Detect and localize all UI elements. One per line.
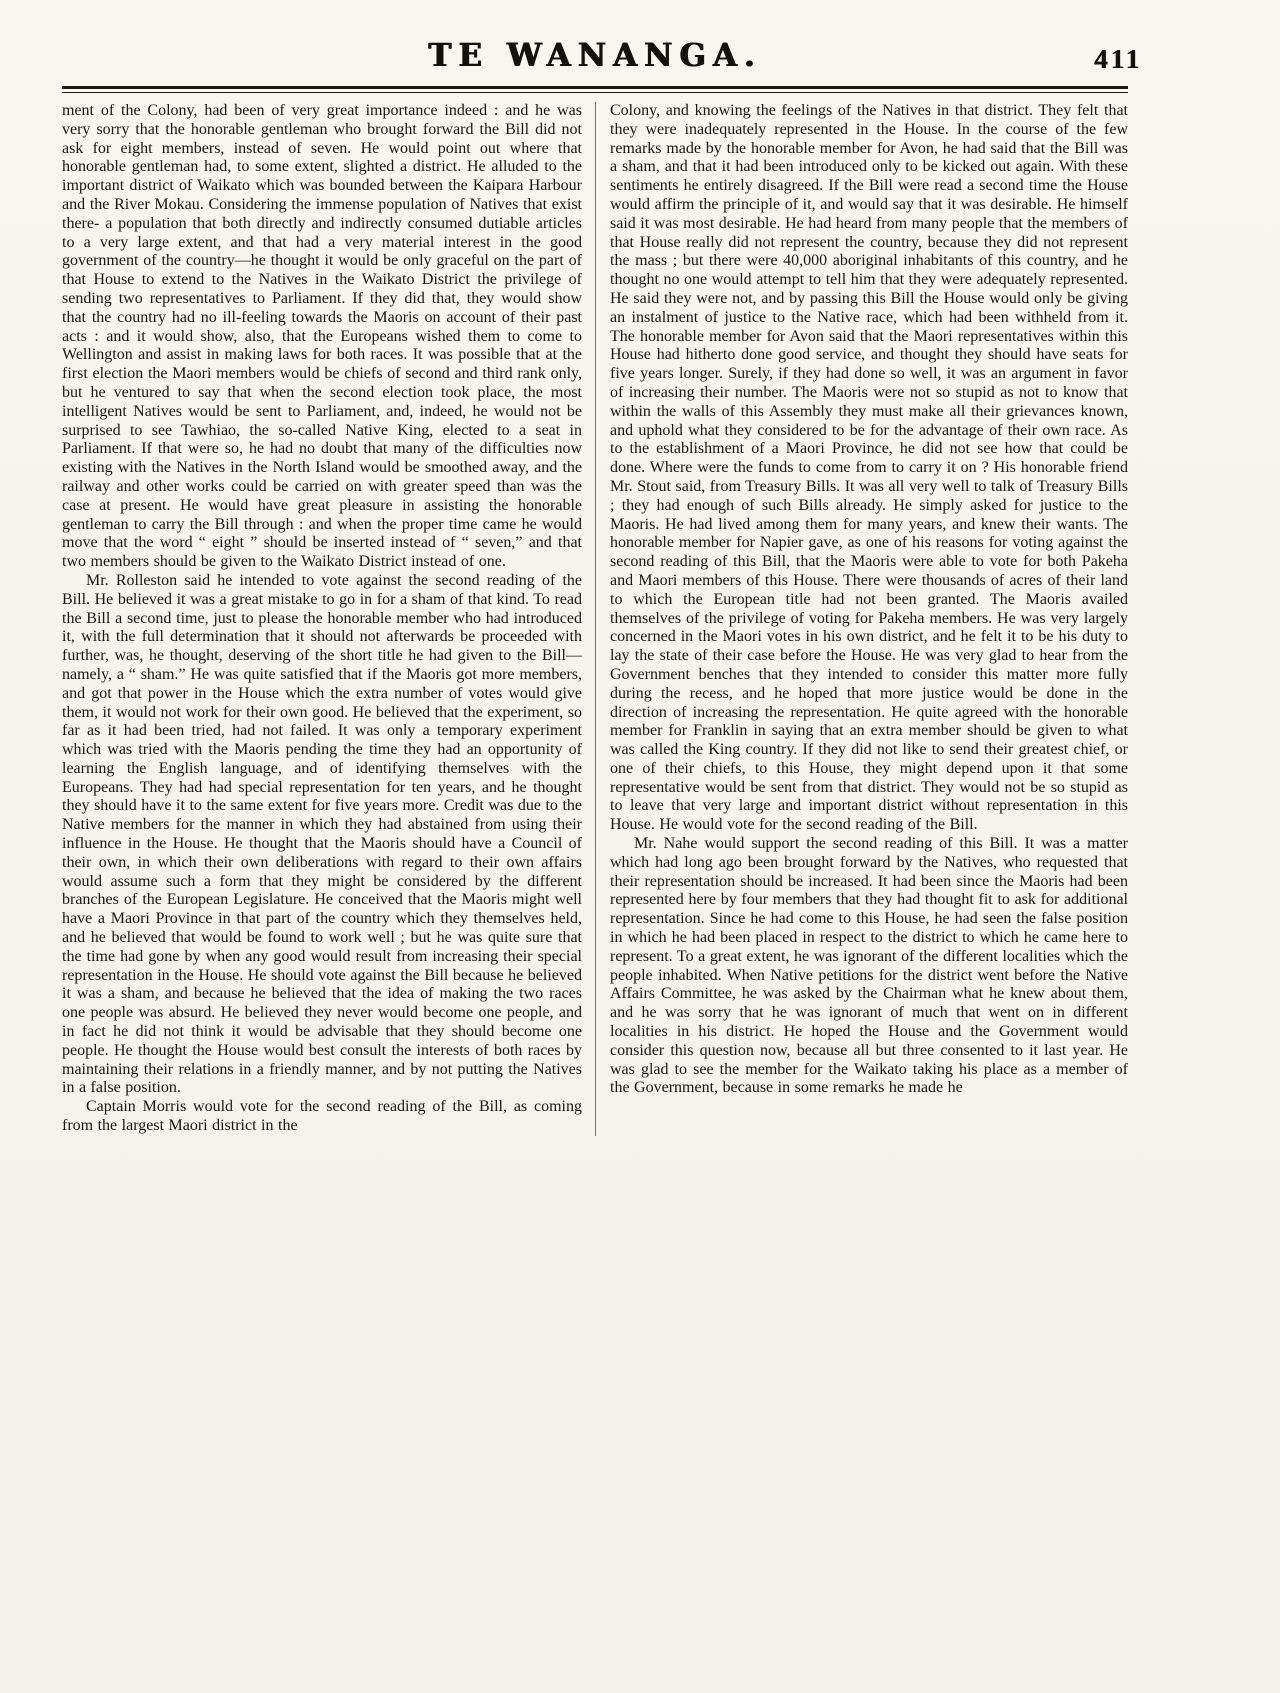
paragraph: ment of the Colony, had been of very great importance indeed : and he was very sorry that the honorable gentleman who brought forward the Bill did not ask for eight members, instead of seven. He would point out where that honorable gentleman had, to some extent, slighted a district. He alluded to the important district of Waikato which was bounded between the Kaipara Harbour and the River Mokau. Considering the immense population of Natives that exist there- a population that both directly and indirectly consumed dutiable articles to a very large extent, and that had a very material interest in the good government of the country—he thought it would be only graceful on the part of that House to extend to the Natives in the Waikato District the privilege of sending two representatives to Parliament. If they did that, they would show that the country had no ill-feeling towards the Maoris on account of their past acts : and it would show, also, that the Europeans wished them to come to Wellington and assist in making laws for both races. It was possible that at the first election the Maori members would be chiefs of second and third rank only, but he ventured to say that when the second election took place, the most intelligent Natives would be sent to Parliament, and, indeed, he would not be surprised to see Tawhiao, the so-called Native King, elected to a seat in Parliament. If that were so, he had no doubt that many of the difficulties now existing with the Natives in the North Island would be smoothed away, and the railway and other works could be carried on with greater speed than was the case at present. He would have great pleasure in assisting the honorable gentleman to carry the Bill through : and when the proper time came he would move that the word “ eight ” should be inserted instead of “ seven,” and that two members should be given to the Waikato District instead of one.: [62, 102, 582, 571]
paragraph: Colony, and knowing the feelings of the Natives in that district. They felt that they were inadequately represented in the House. In the course of the few remarks made by the honorable member for Avon, he had said that the Bill was a sham, and that it had been introduced only to be kicked out again. With these sentiments he entirely disagreed. If the Bill were read a second time the House would affirm the principle of it, and would say that it was desirable. He himself said it was most desirable. He had heard from many people that the members of that House really did not represent the country, because they did not represent the mass ; but there were 40,000 aboriginal inhabitants of this country, and he thought no one would attempt to tell him that they were adequately represented. He said they were not, and by passing this Bill the House would only be giving an instalment of justice to the Native race, which had been withheld from it. The honorable member for Avon said that the Maori representatives within this House had hitherto done good service, and thought they should have seats for five years longer. Surely, if they had done so well, it was an argument in favor of increasing their number. The Maoris were not so stupid as not to know that within the walls of this Assembly they must make all their grievances known, and uphold what they considered to be for the advantage of their own race. As to the establishment of a Maori Province, he did not see how that could be done. Where were the funds to come from to carry it on ? His honorable friend Mr. Stout said, from Treasury Bills. It was all very well to talk of Treasury Bills ; they had enough of such Bills already. He simply asked for justice to the Maoris. He had lived among them for many years, and knew their wants. The honorable member for Napier gave, as one of his reasons for voting against the second reading of this Bill, that the Maoris were able to vote for both Pakeha and Maori members of this House. There were thousands of acres of their land to which the European title had not been granted. The Maoris availed themselves of the privilege of voting for Pakeha members. He was very largely concerned in the Maori votes in his own district, and he felt it to be his duty to lay the state of their case before the House. He was very glad to hear from the Government benches that they intended to consider this matter more fully during the recess, and he hoped that more justice would be done in the direction of increasing the representation. He quite agreed with the honorable member for Franklin in saying that an extra member should be given to what was called the King country. If they did not like to send their greatest chief, or one of their chiefs, to this House, they might depend upon it that some representative would be sent from that district. They would not be so stupid as to leave that very large and important district without representation in this House. He would vote for the second reading of the Bill.: [610, 102, 1128, 834]
article-columns: [62, 102, 1128, 1136]
right-column: [595, 102, 1128, 1136]
paragraph: Captain Morris would vote for the second reading of the Bill, as coming from the largest Maori district in the: [62, 1098, 582, 1135]
paragraph: Mr. Rolleston said he intended to vote against the second reading of the Bill. He believed it was a great mistake to go in for a sham of that kind. To read the Bill a second time, just to please the honorable member who had introduced it, with the full determination that it should not afterwards be proceeded with further, was, he thought, deserving of the short title he had given to the Bill—namely, a “ sham.” He was quite satisfied that if the Maoris got more members, and got that power in the House which the extra number of votes would give them, it would not work for their own good. He believed that the experiment, so far as it had been tried, had not failed. It was only a temporary experiment which was tried with the Maoris pending the time they had an opportunity of learning the English language, and of identifying themselves with the Europeans. They had had special representation for ten years, and he thought they should have it to the same extent for five years more. Credit was due to the Native members for the manner in which they had abstained from using their influence in the House. He thought that the Maoris should have a Council of their own, in which their own deliberations with regard to their own affairs would assume such a form that they might be considered by the different branches of the European Legislature. He conceived that the Maoris might well have a Maori Province in that part of the country which they themselves held, and he believed that would be found to work well ; but he was quite sure that the time had gone by when any good would result from increasing their special representation in the House. He should vote against the Bill because he believed it was a sham, and because he believed that the idea of making the two races one people was absurd. He believed they never would become one people, and in fact he did not think it would be advisable that they should become one people. He thought the House would best consult the interests of both races by maintaining their relations in a friendly manner, and by not putting the Natives in a false position.: [62, 571, 582, 1097]
masthead-title: TE WANANGA.: [428, 37, 762, 75]
page-number: 411: [1093, 44, 1142, 74]
left-column: [62, 102, 595, 1136]
page-header: [62, 37, 1142, 82]
paragraph: Mr. Nahe would support the second reading of this Bill. It was a matter which had long ago been brought forward by the Natives, who requested that their representation should be increased. It had been since the Maoris had been represented here by four members that they had thought fit to ask for additional representation. Since he had come to this House, he had seen the false position in which he had been placed in respect to the district to which he came here to represent. To a great extent, he was ignorant of the different localities which the people inhabited. When Native petitions for the district went before the Native Affairs Committee, he was asked by the Chairman what he knew about them, and he was sorry that he was ignorant of much that went on in different localities in his district. He hoped the House and the Government would consider this question now, because all but three consented to it last year. He was glad to see the member for the Waikato taking his place as a member of the Government, because in some remarks he made he: [610, 835, 1128, 1097]
header-rule: [62, 86, 1128, 93]
